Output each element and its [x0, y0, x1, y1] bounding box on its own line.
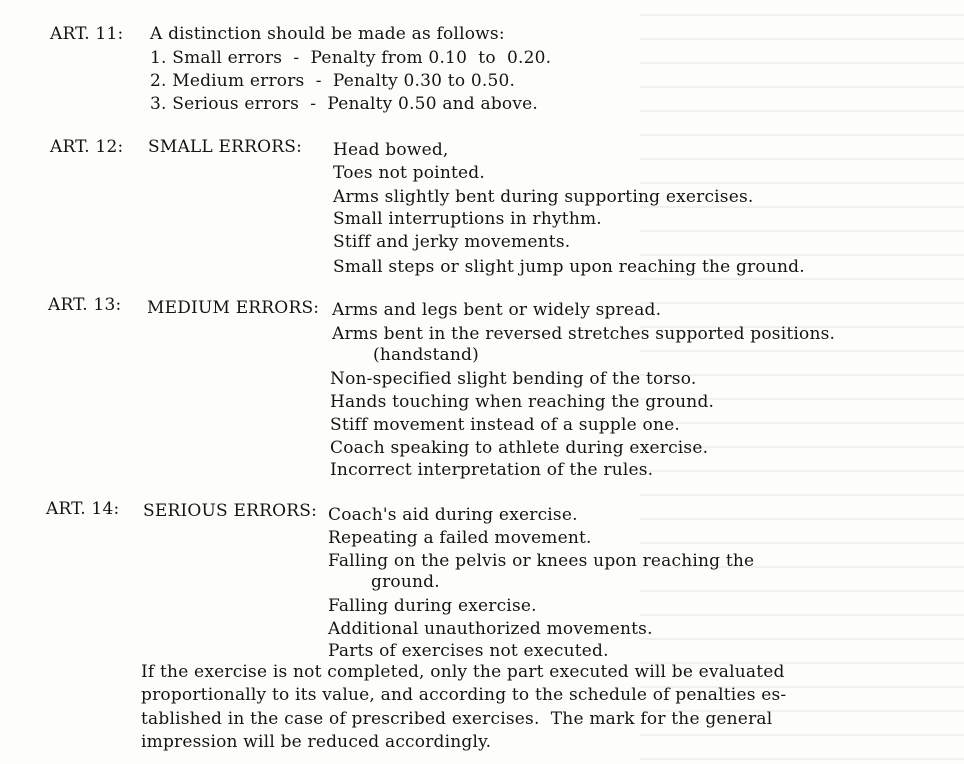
art14-item: Coach's aid during exercise. [328, 505, 578, 525]
art13-item: Coach speaking to athlete during exercise. [330, 438, 709, 458]
art13-item: Incorrect interpretation of the rules. [330, 460, 654, 480]
art12-item: Arms slightly bent during supporting exercises. [333, 187, 754, 207]
art12-item: Head bowed, [333, 140, 449, 160]
art14-item: Additional unauthorized movements. [328, 619, 653, 639]
art13-item: Arms bent in the reversed stretches supported positions. [332, 324, 836, 344]
art14-item: Falling during exercise. [328, 596, 537, 616]
art11-label: ART. 11: [50, 24, 124, 44]
art12-item: Small steps or slight jump upon reaching the ground. [333, 257, 805, 277]
art13-label: ART. 13: [48, 295, 122, 315]
closing-paragraph [141, 661, 878, 755]
art14-heading: SERIOUS ERRORS: [143, 501, 318, 521]
art12-label: ART. 12: [50, 137, 124, 157]
art13-item: (handstand) [373, 345, 479, 365]
closing-line: If the exercise is not completed, only the part executed will be evaluated [141, 662, 785, 682]
closing-line: proportionally to its value, and according to the schedule of penalties es- [141, 685, 787, 706]
art14-item: ground. [371, 572, 440, 592]
art14-item: Falling on the pelvis or knees upon reaching the [328, 551, 755, 571]
art13-item: Stiff movement instead of a supple one. [330, 415, 680, 435]
art11-intro: A distinction should be made as follows: [150, 24, 505, 44]
art14-item: Repeating a failed movement. [328, 528, 592, 548]
art11-item: 2. Medium errors - Penalty 0.30 to 0.50. [150, 71, 516, 91]
closing-line: impression will be reduced accordingly. [141, 732, 492, 753]
art12-item: Small interruptions in rhythm. [333, 209, 602, 229]
art11-item: 1. Small errors - Penalty from 0.10 to 0.20. [150, 48, 552, 68]
art12-item: Stiff and jerky movements. [333, 232, 571, 252]
art14-item: Parts of exercises not executed. [328, 641, 609, 661]
art12-item: Toes not pointed. [333, 163, 485, 183]
art12-heading: SMALL ERRORS: [148, 137, 303, 157]
art13-item: Hands touching when reaching the ground. [330, 392, 715, 412]
art13-heading: MEDIUM ERRORS: [147, 298, 320, 318]
art13-item: Arms and legs bent or widely spread. [332, 300, 662, 320]
art11-item: 3. Serious errors - Penalty 0.50 and above. [150, 94, 539, 114]
art13-item: Non-specified slight bending of the torso. [330, 369, 697, 389]
art14-label: ART. 14: [46, 499, 120, 519]
closing-line: tablished in the case of prescribed exercises. The mark for the general [141, 708, 773, 729]
